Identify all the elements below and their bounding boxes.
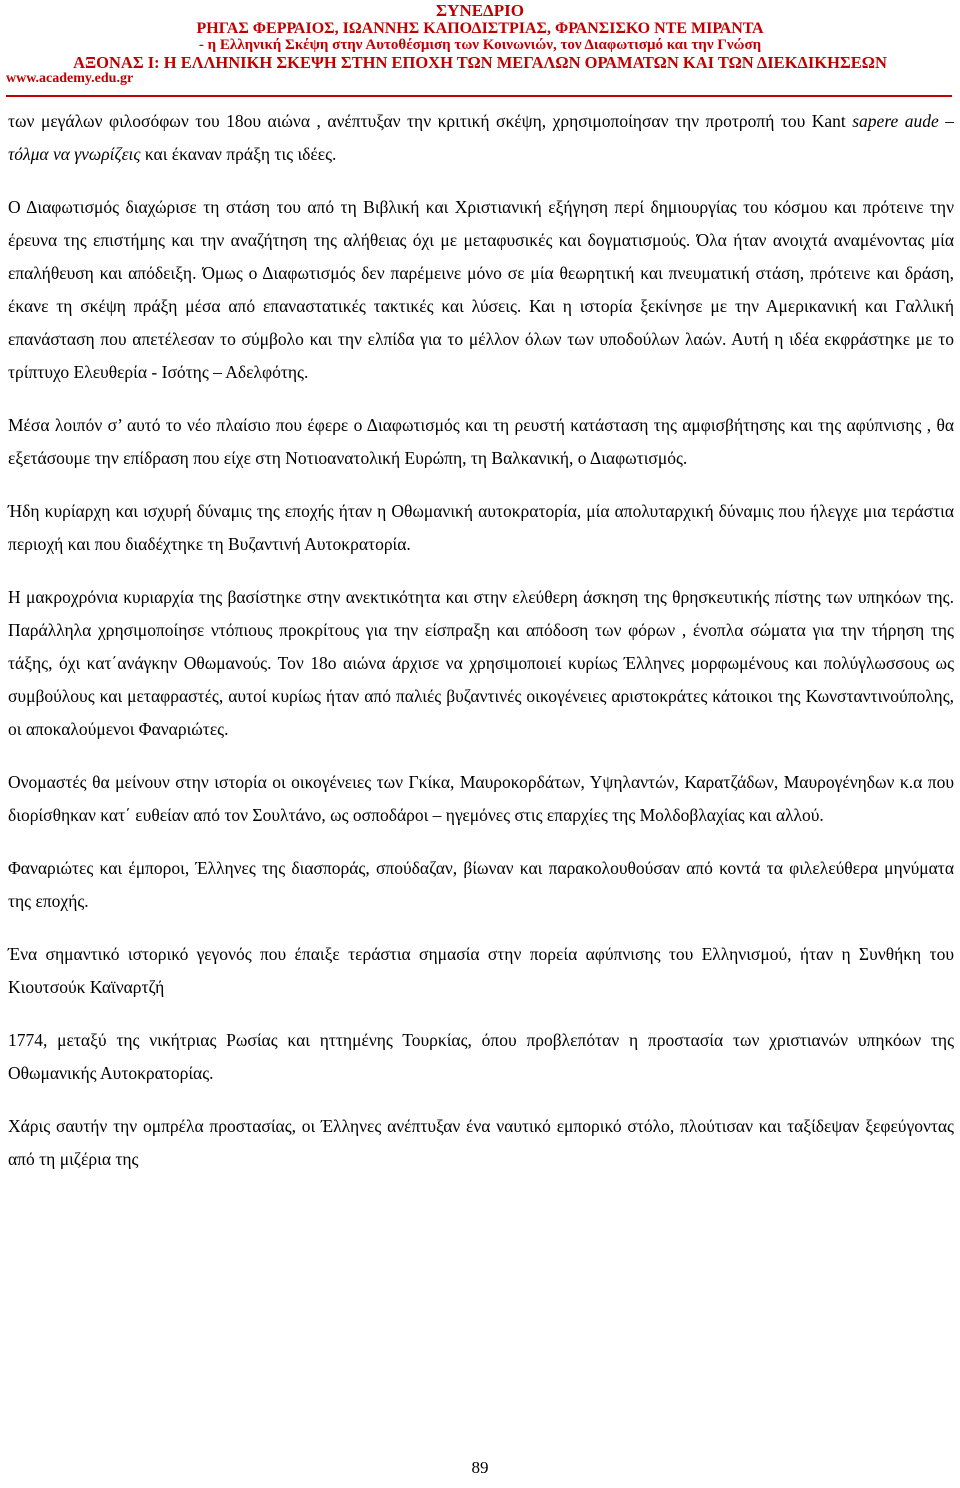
paragraph-9: 1774, μεταξύ της νικήτριας Ρωσίας και ηττημένης Τουρκίας, όπου προβλεπόταν η προστασία των χριστιανών υπηκόων της Οθωμανικής Αυτοκρατορίας. [8,1030,954,1083]
conference-names: ΡΗΓΑΣ ΦΕΡΡΑΙΟΣ, ΙΩΑΝΝΗΣ ΚΑΠΟΔΙΣΤΡΙΑΣ, ΦΡΑΝΣΙΣΚΟ ΝΤΕ ΜΙΡΑΝΤΑ [196,20,764,37]
document-body [8,105,954,1196]
paragraph-6: Ονομαστές θα μείνουν στην ιστορία οι οικογένειες των Γκίκα, Μαυροκορδάτων, Υψηλαντών, Καρατζάδων, Μαυρογένηδων κ.α που διορίσθηκαν κατ΄ ευθείαν από τον Σουλτάνο, ως οσποδάροι – ηγεμόνες στις επαρχίες της Μολδοβλαχίας και αλλού. [8,772,954,825]
conference-subtitle: - η Ελληνική Σκέψη στην Αυτοθέσμιση των Κοινωνιών, τον Διαφωτισμό και την Γνώση [198,37,762,53]
header-divider [6,95,952,97]
paragraph-10: Χάρις σαυτήν την ομπρέλα προστασίας, οι Έλληνες ανέπτυξαν ένα ναυτικό εμπορικό στόλο, πλούτισαν και ταξίδεψαν ξεφεύγοντας από τη μιζέρια της [8,1116,954,1169]
paragraph-5: Η μακροχρόνια κυριαρχία της βασίστηκε στην ανεκτικότητα και στην ελεύθερη άσκηση της θρησκευτικής πίστης των υπηκόων της. Παράλληλα χρησιμοποίησε ντόπιους προκρίτους για την είσπραξη και απόδοση των φόρων , ένοπλα σώματα για την τήρηση της τάξης, όχι κατ΄ανάγκην Οθωμανούς. Τον 18ο αιώνα άρχισε να χρησιμοποιεί κυρίως Έλληνες μορφωμένους και πολύγλωσσους ως συμβούλους και μεταφραστές, αυτοί κυρίως ήταν από παλιές βυζαντινές οικογένειες αριστοκράτες κάτοικοι της Κωνσταντινούπολης, οι αποκαλούμενοι Φαναριώτες. [8,587,954,739]
paragraph-7: Φαναριώτες και έμποροι, Έλληνες της διασποράς, σπούδαζαν, βίωναν και παρακολουθούσαν από κοντά τα φιλελεύθερα μηνύματα της εποχής. [8,858,954,911]
paragraph-1-italic: sapere aude – τόλμα να γνωρίζεις [8,111,954,164]
paragraph-1 [8,105,954,171]
header-url: www.academy.edu.gr [6,71,134,86]
conference-title: ΣΥΝΕΔΡΙΟ [436,1,524,20]
page-number: 89 [471,1458,489,1477]
paragraph-2: Ο Διαφωτισμός διαχώρισε τη στάση του από τη Βιβλική και Χριστιανική εξήγηση περί δημιουργίας του κόσμου και πρότεινε την έρευνα της επιστήμης και την αναζήτηση της αλήθειας όχι με μεταφυσικές και δογματισμούς. Όλα ήταν ανοιχτά αναμένοντας μία επαλήθευση και απόδειξη. Όμως ο Διαφωτισμός δεν παρέμεινε μόνο σε μία θεωρητική και πνευματική στάση, πρότεινε και δράση, έκανε τη σκέψη πράξη μέσα από επαναστατικές τακτικές και λύσεις. Και η ιστορία ξεκίνησε με την Αμερικανική και Γαλλική επανάσταση που απετέλεσαν το σύμβολο και την ελπίδα για το μέλλον όλων των υποδούλων λαών. Αυτή η ιδέα εκφράστηκε με το τρίπτυχο Ελευθερία - Ισότης – Αδελφότης. [8,197,954,382]
paragraph-8: Ένα σημαντικό ιστορικό γεγονός που έπαιξε τεράστια σημασία στην πορεία αφύπνισης του Ελληνισμού, ήταν η Συνθήκη του Κιουτσούκ Καϊναρτζή [8,944,954,997]
page-header [0,2,960,87]
paragraph-1-text-a: των μεγάλων φιλοσόφων του 18ου αιώνα , ανέπτυξαν την κριτική σκέψη, χρησιμοποίησαν την προτροπή του Kant [8,111,853,131]
conference-axis: ΑΞΟΝΑΣ Ι: Η ΕΛΛΗΝΙΚΗ ΣΚΕΨΗ ΣΤΗΝ ΕΠΟΧΗ ΤΩΝ ΜΕΓΑΛΩΝ ΟΡΑΜΑΤΩΝ ΚΑΙ ΤΩΝ ΔΙΕΚΔΙΚΗΣΕΩΝ [73,53,887,72]
paragraph-4: Ήδη κυρίαρχη και ισχυρή δύναμις της εποχής ήταν η Οθωμανική αυτοκρατορία, μία απολυταρχική δύναμις που ήλεγχε μια τεράστια περιοχή και που διαδέχτηκε τη Βυζαντινή Αυτοκρατορία. [8,501,954,554]
paragraph-1-text-b: και έκαναν πράξη τις ιδέες. [140,144,337,164]
paragraph-3: Μέσα λοιπόν σ’ αυτό το νέο πλαίσιο που έφερε ο Διαφωτισμός και τη ρευστή κατάσταση της αμφισβήτησης και της αφύπνισης , θα εξετάσουμε την επίδραση που είχε στη Νοτιοανατολική Ευρώπη, τη Βαλκανική, ο Διαφωτισμός. [8,415,954,468]
